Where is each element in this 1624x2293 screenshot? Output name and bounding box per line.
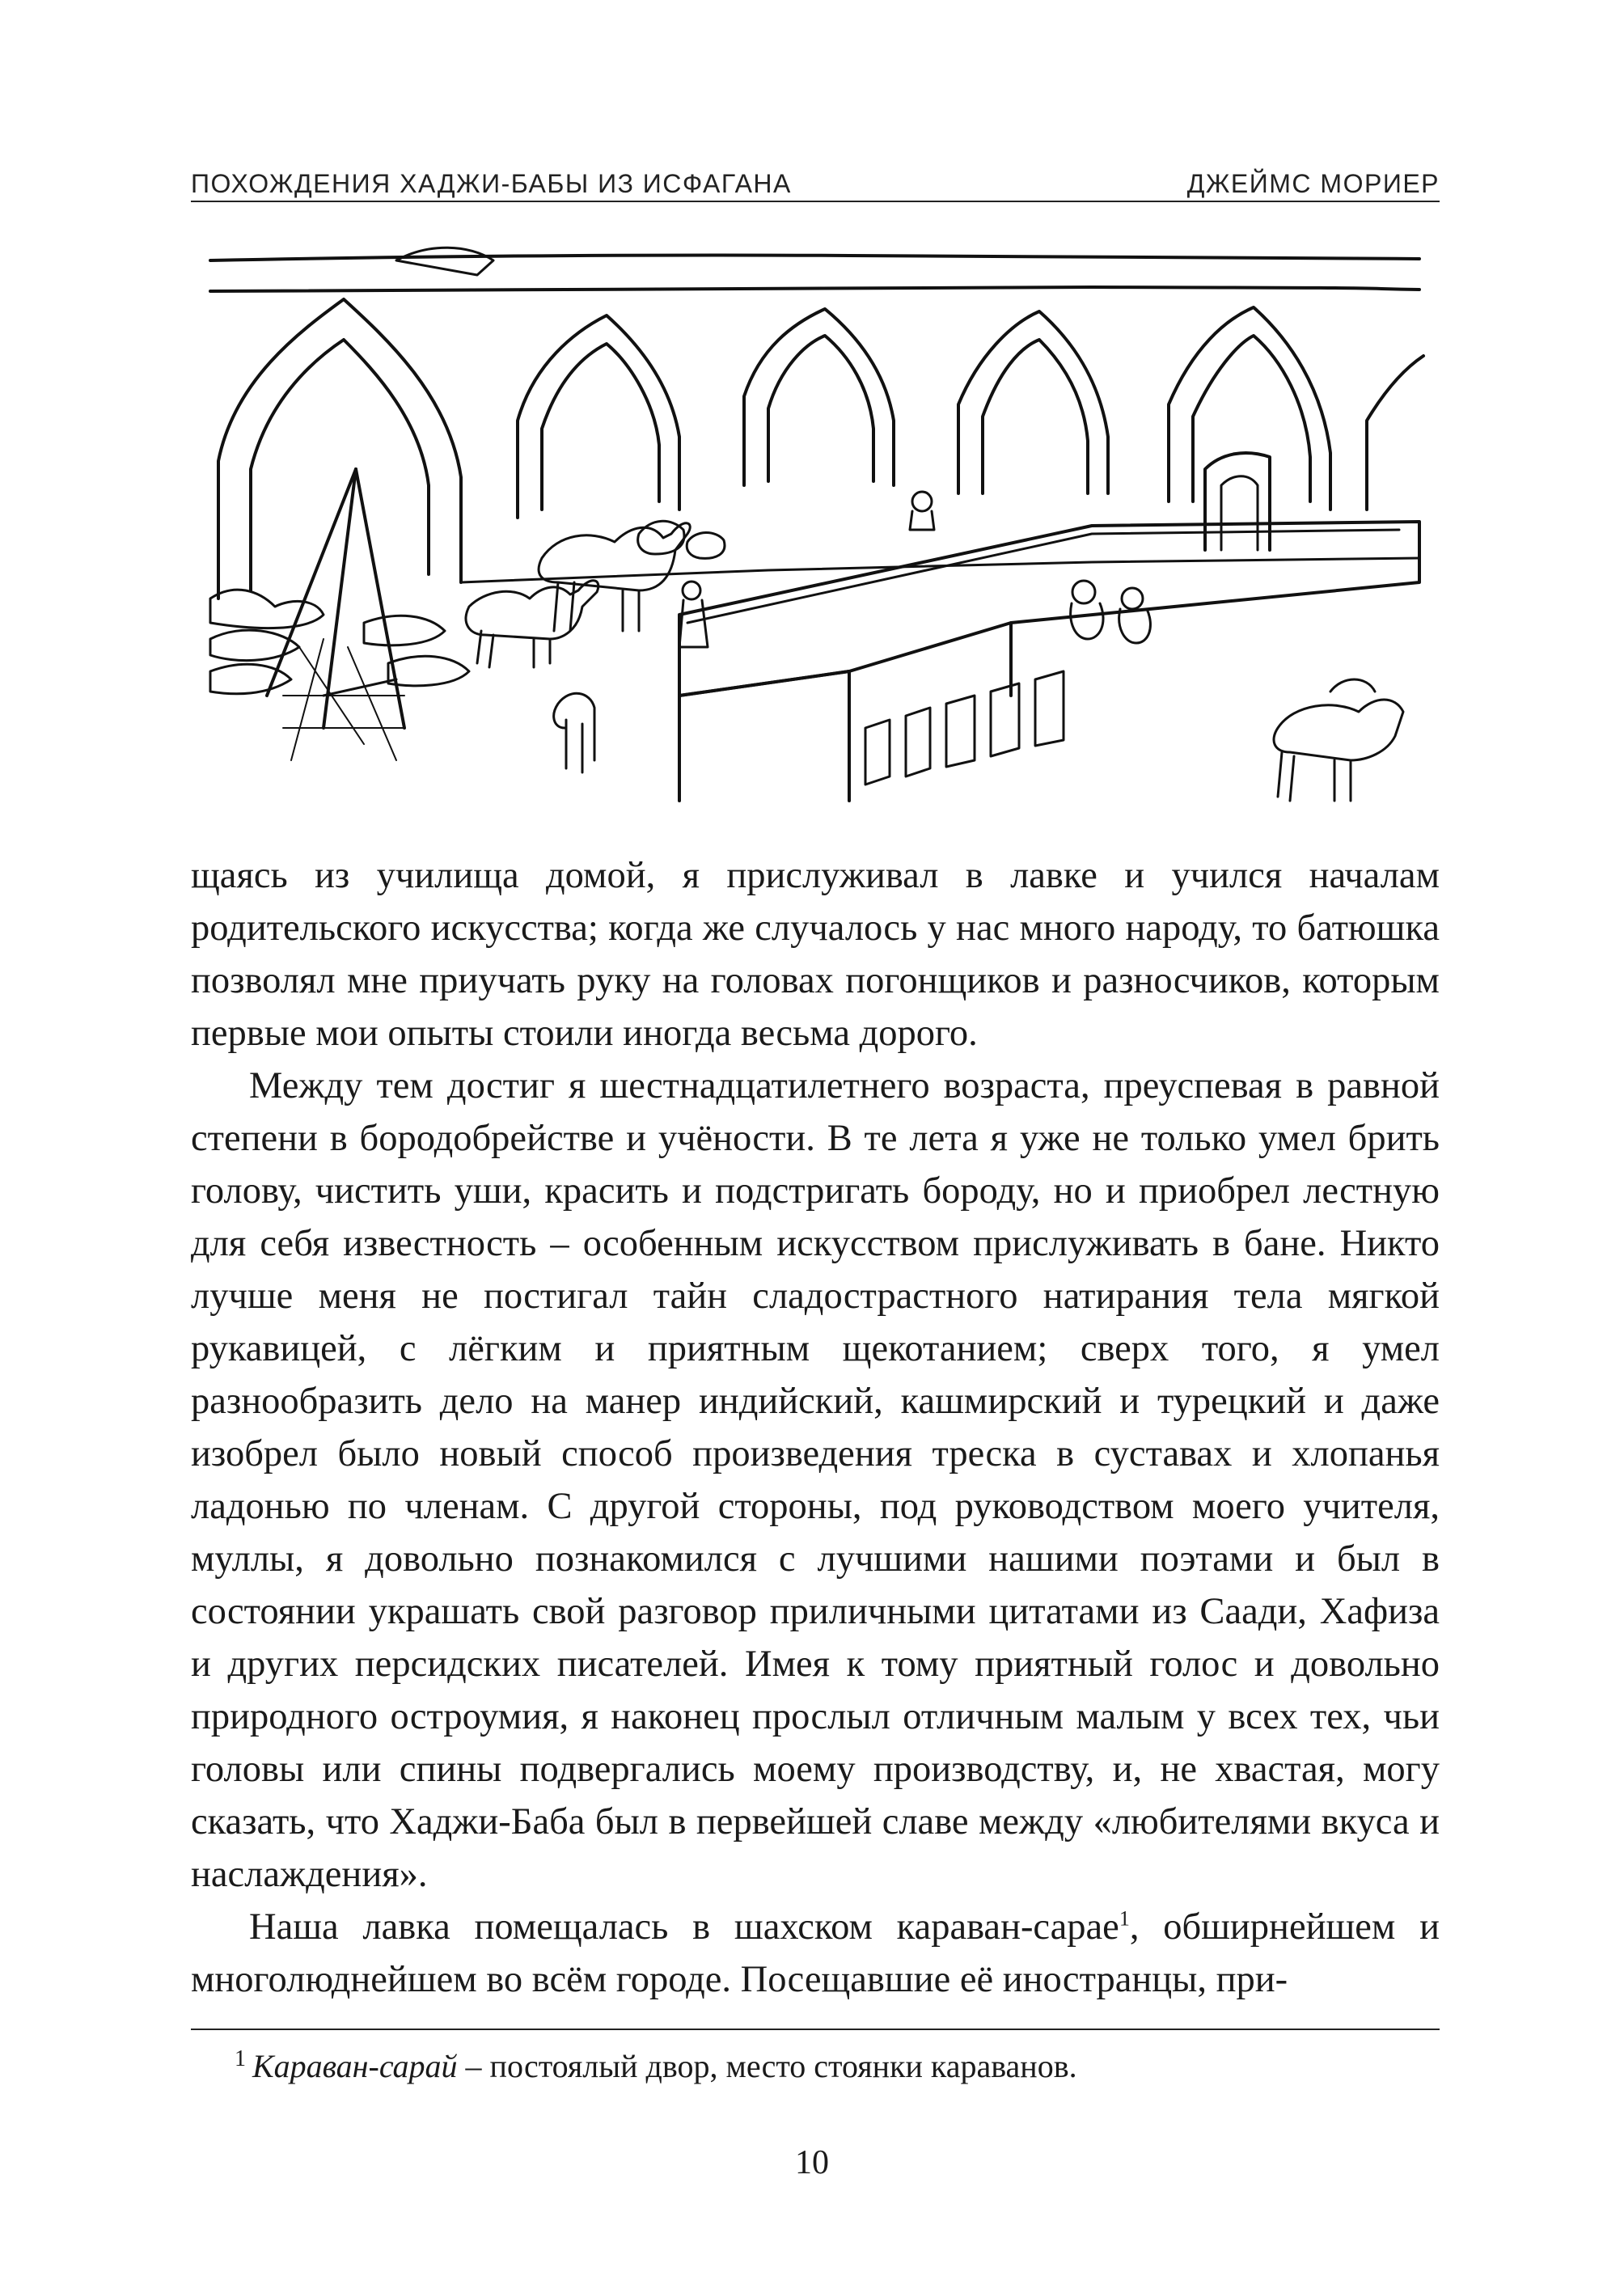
paragraph-text: , обширнейшем и многолюднейшем во всём городе. Посещавшие её иностранцы, при- <box>191 1906 1440 2000</box>
paragraph: Между тем достиг я шестнадцатилетнего возраста, преуспевая в равной степени в бородобрействе и учёности. В те лета я уже не только умел брить голову, чистить уши, красить и подстригать бороду, но и приобрел лестную для себя известность – особенным искусством прислуживать в бане. Никто лучше меня не постигал тайн сладострастного натирания тела мягкой рукавицей, с лёгким и приятным щекотанием; сверх того, я умел разнообразить дело на манер индийский, кашмирский и турецкий и даже изобрел было новый способ произведения треска в суставах и хлопанья ладонью по членам. С другой стороны, под руководством моего учителя, муллы, я довольно познакомился с лучшими нашими поэтами и был в состоянии украшать свой разговор приличными цитатами из Саади, Хафиза и других персидских писателей. Имея к тому приятный голос и довольно природного остроумия, я наконец прослыл отличным малым у всех тех, чьи головы или спины подвергались моему производству, и, не хвастая, могу сказать, что Хаджи-Баба был в первейшей славе между «любителями вкуса и наслаждения». <box>191 1065 1440 1895</box>
author-name: ДЖЕЙМС МОРИЕР <box>1186 169 1440 198</box>
body-text <box>191 849 1440 2006</box>
footnote-term: Караван-сарай <box>252 2048 458 2084</box>
caravanserai-illustration <box>202 243 1432 809</box>
footnote-definition: – постоялый двор, место стоянки караванов. <box>457 2048 1077 2084</box>
page-number: 10 <box>795 2144 829 2181</box>
running-header <box>191 150 1440 199</box>
footnote-rule <box>191 2029 1440 2030</box>
paragraph-text: Наша лавка помещалась в шахском караван-сарае <box>249 1906 1119 1948</box>
footnote-mark: 1 <box>235 2046 246 2071</box>
footnote-reference[interactable]: 1 <box>1119 1906 1130 1931</box>
paragraph <box>191 1901 1440 2006</box>
footnote <box>235 2042 1432 2091</box>
header-rule <box>191 201 1440 202</box>
book-title: ПОХОЖДЕНИЯ ХАДЖИ-БАБЫ ИЗ ИСФАГАНА <box>191 169 792 198</box>
paragraph: щаясь из училища домой, я прислуживал в лавке и учился началам родительского искусства; когда же случалось у нас много народу, то батюшка позволял мне приучать руку на головах погонщиков и разносчиков, которым первые мои опыты стоили иногда весьма дорого. <box>191 855 1440 1054</box>
